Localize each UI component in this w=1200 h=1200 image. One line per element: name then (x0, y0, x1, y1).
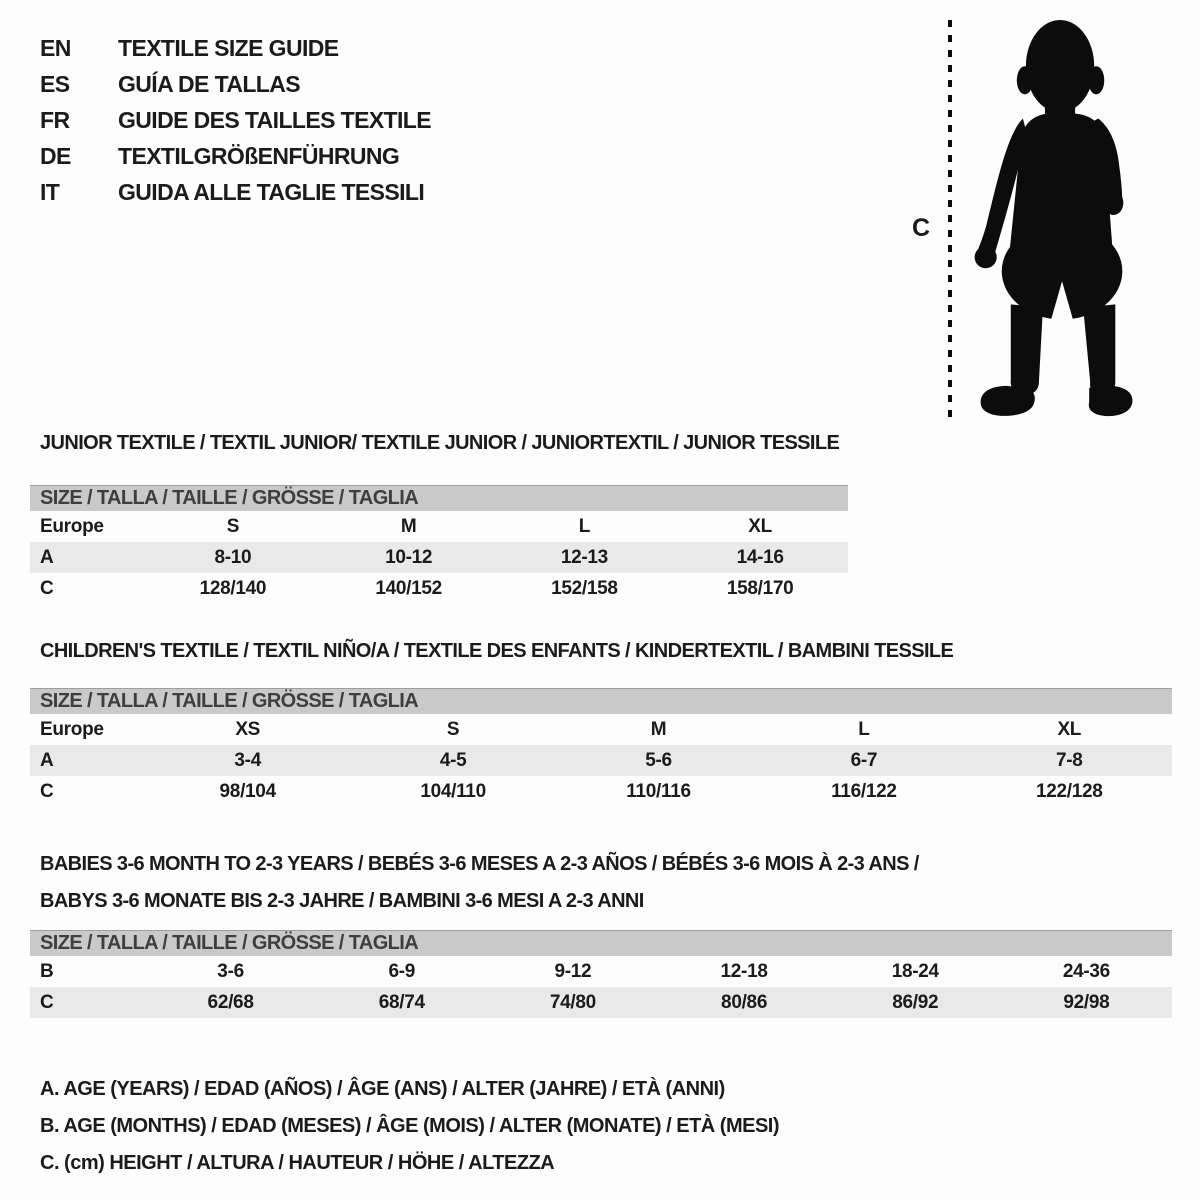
table-cell: 152/158 (551, 577, 618, 599)
table-cell: 122/128 (1035, 780, 1103, 802)
language-code: IT (40, 178, 60, 205)
table-cell: S (446, 718, 460, 740)
language-code: EN (40, 34, 71, 61)
language-row (40, 102, 431, 138)
toddler-silhouette-icon (962, 18, 1144, 420)
language-code: FR (40, 106, 70, 133)
table-row (30, 573, 848, 604)
measure-label-c: C (912, 214, 930, 242)
table-cell: 140/152 (375, 577, 442, 599)
table-cell: XL (1057, 718, 1082, 740)
table-cell: M (650, 718, 667, 740)
children-textile-section (30, 641, 1172, 807)
children-section-title (40, 641, 1172, 661)
babies-textile-section (30, 846, 1172, 1018)
table-row (30, 776, 1172, 807)
table-cell: 18-24 (891, 960, 939, 982)
table-row (30, 542, 848, 573)
junior-textile-section (30, 433, 848, 604)
language-row (40, 174, 431, 210)
baby-figure (900, 12, 1160, 424)
language-row (40, 138, 431, 174)
table-cell: 104/110 (420, 780, 486, 802)
measurement-legend (40, 1071, 779, 1182)
language-title: GUIDE DES TAILLES TEXTILE (118, 106, 431, 133)
table-cell: 14-16 (736, 546, 784, 568)
table-cell: XL (748, 515, 772, 537)
table-cell: 24-36 (1062, 960, 1110, 982)
table-cell: 8-10 (214, 546, 252, 568)
table-row (30, 511, 848, 542)
table-cell: 110/116 (626, 780, 691, 802)
table-cell: 128/140 (199, 577, 267, 599)
table-row (30, 956, 1172, 987)
children-size-table (30, 688, 1172, 807)
table-row (30, 987, 1172, 1018)
table-cell: 5-6 (645, 749, 672, 771)
table-cell: XS (235, 718, 261, 740)
language-title: TEXTILE SIZE GUIDE (118, 34, 339, 61)
table-cell: 3-4 (234, 749, 261, 771)
language-title: TEXTILGRÖßENFÜHRUNG (118, 142, 400, 169)
row-label: A (40, 749, 54, 771)
row-label: A (40, 546, 54, 568)
table-cell: S (226, 515, 240, 537)
table-cell: 86/92 (892, 991, 939, 1013)
row-label: C (40, 780, 54, 802)
section-title-line: CHILDREN'S TEXTILE / TEXTIL NIÑO/A / TEXTILE DES ENFANTS / KINDERTEXTIL / BAMBINI TESSILE (40, 640, 954, 662)
language-code: ES (40, 70, 70, 97)
table-cell: 116/122 (831, 780, 897, 802)
junior-size-table (30, 485, 848, 604)
babies-size-table (30, 930, 1172, 1018)
table-cell: 12-13 (560, 546, 608, 568)
row-label: Europe (40, 515, 104, 537)
table-cell: L (858, 718, 870, 740)
table-cell: 74/80 (549, 991, 596, 1013)
table-cell: 10-12 (385, 546, 433, 568)
size-header-bar: SIZE / TALLA / TAILLE / GRÖSSE / TAGLIA (30, 930, 1172, 956)
size-header-bar: SIZE / TALLA / TAILLE / GRÖSSE / TAGLIA (30, 485, 848, 511)
section-title-line: JUNIOR TEXTILE / TEXTIL JUNIOR/ TEXTILE JUNIOR / JUNIORTEXTIL / JUNIOR TESSILE (40, 432, 840, 454)
table-cell: 6-9 (388, 960, 416, 982)
language-row (40, 66, 431, 102)
row-label: Europe (40, 718, 104, 740)
table-cell: 80/86 (721, 991, 768, 1013)
table-cell: 6-7 (850, 749, 878, 771)
table-row (30, 745, 1172, 776)
legend-line-a: A. AGE (YEARS) / EDAD (AÑOS) / ÂGE (ANS) / ALTER (JAHRE) / ETÀ (ANNI) (40, 1078, 725, 1100)
section-title-line: BABYS 3-6 MONATE BIS 2-3 JAHRE / BAMBINI 3-6 MESI A 2-3 ANNI (40, 890, 644, 912)
language-title-list (40, 30, 431, 210)
language-title: GUÍA DE TALLAS (118, 70, 300, 97)
junior-section-title (40, 433, 848, 453)
table-cell: 9-12 (554, 960, 592, 982)
table-cell: 62/68 (207, 991, 254, 1013)
table-cell: 68/74 (378, 991, 425, 1013)
babies-section-title (40, 846, 1172, 920)
table-cell: 158/170 (726, 577, 794, 599)
language-title: GUIDA ALLE TAGLIE TESSILI (118, 178, 425, 205)
table-cell: M (400, 515, 417, 537)
legend-line-c: C. (cm) HEIGHT / ALTURA / HAUTEUR / HÖHE / ALTEZZA (40, 1152, 555, 1174)
row-label: B (40, 960, 54, 982)
size-header-bar: SIZE / TALLA / TAILLE / GRÖSSE / TAGLIA (30, 688, 1172, 714)
table-cell: 4-5 (439, 749, 467, 771)
section-title-line: BABIES 3-6 MONTH TO 2-3 YEARS / BEBÉS 3-6 MESES A 2-3 AÑOS / BÉBÉS 3-6 MOIS À 2-3 ANS / (40, 853, 919, 875)
table-cell: 92/98 (1063, 991, 1110, 1013)
table-cell: 7-8 (1056, 749, 1083, 771)
table-cell: 98/104 (219, 780, 276, 802)
table-cell: L (578, 515, 591, 537)
row-label: C (40, 577, 54, 599)
row-label: C (40, 991, 54, 1013)
table-cell: 3-6 (217, 960, 244, 982)
height-measure-line (946, 18, 954, 420)
table-cell: 12-18 (720, 960, 768, 982)
language-code: DE (40, 142, 71, 169)
table-row (30, 714, 1172, 745)
language-row (40, 30, 431, 66)
legend-line-b: B. AGE (MONTHS) / EDAD (MESES) / ÂGE (MOIS) / ALTER (MONATE) / ETÀ (MESI) (40, 1115, 780, 1137)
